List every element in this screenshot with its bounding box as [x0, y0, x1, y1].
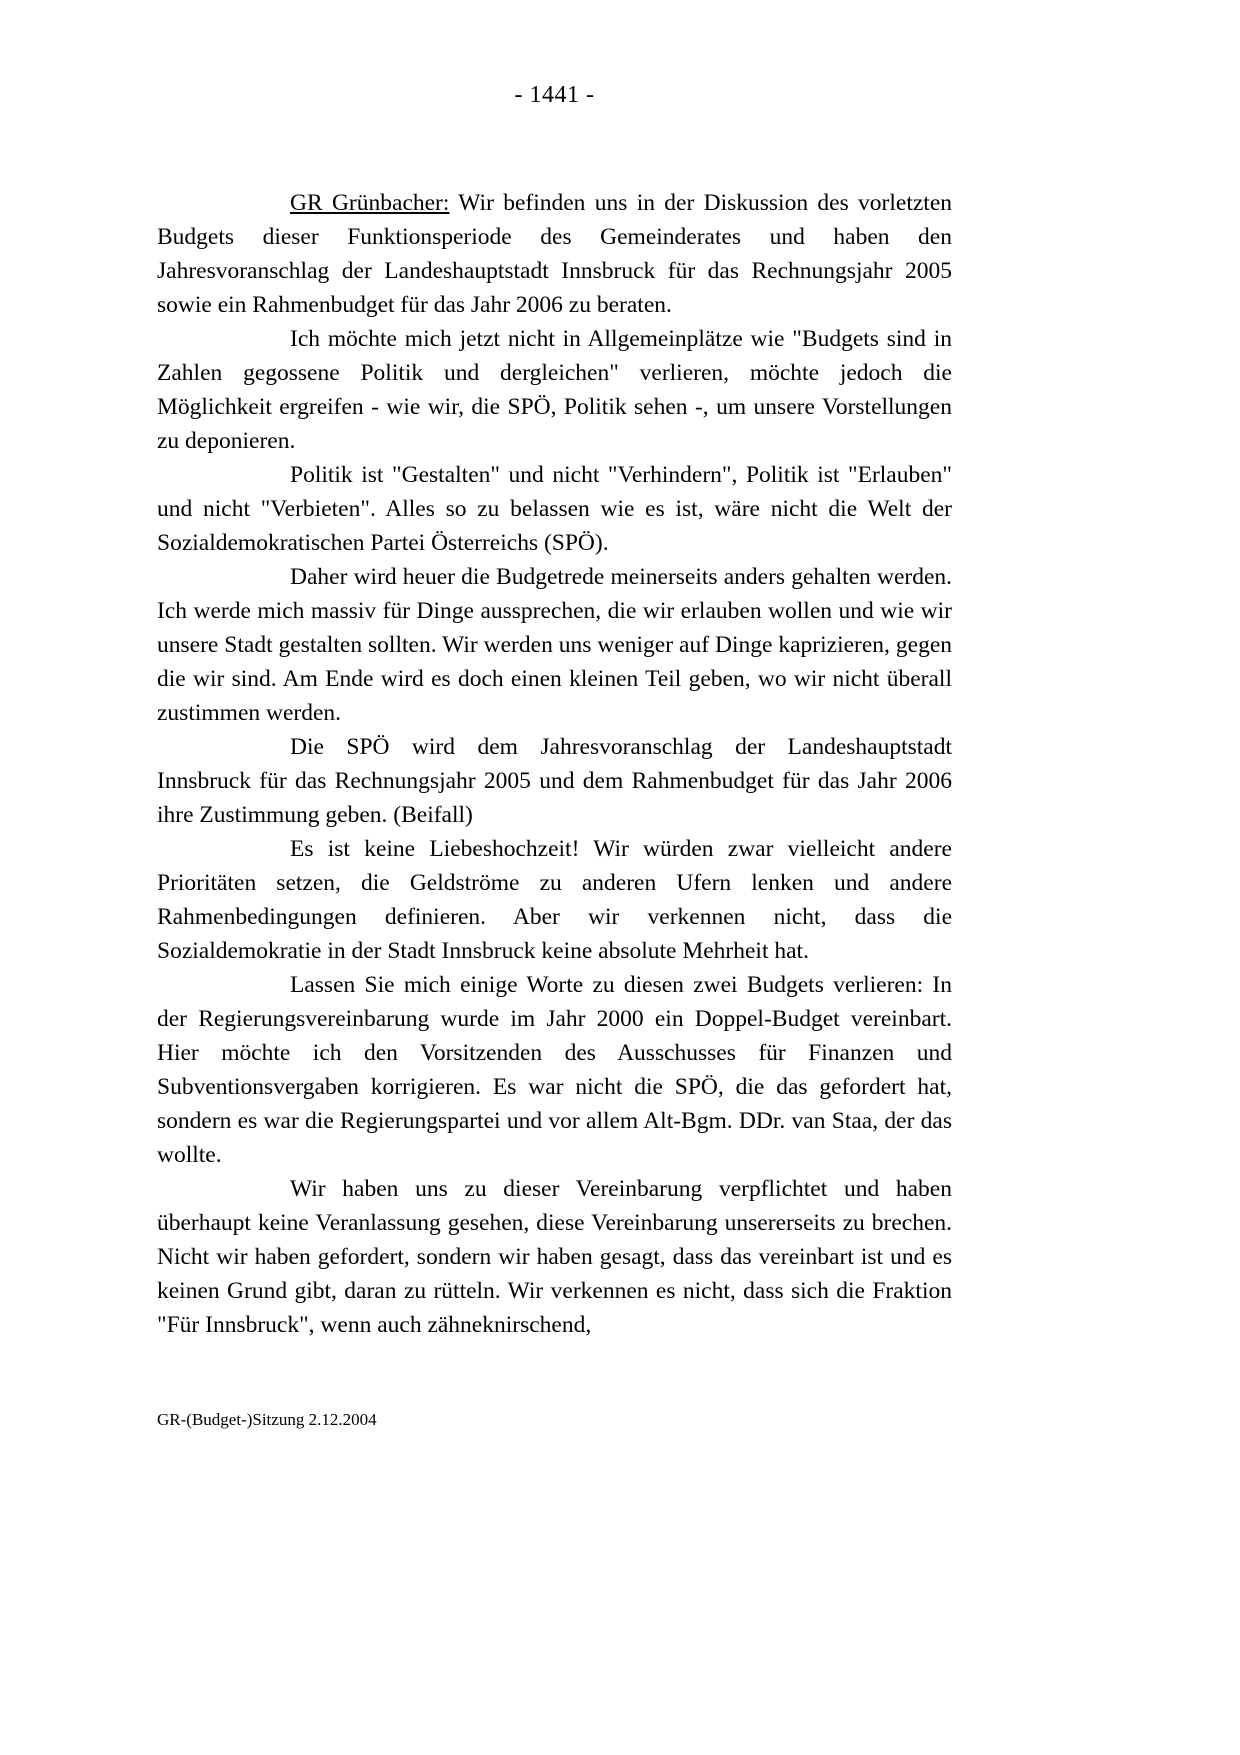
paragraph-3: Politik ist "Gestalten" und nicht "Verhindern", Politik ist "Erlauben" und nicht "Verbieten". Alles so zu belassen wie es ist, wäre nicht die Welt der Sozialdemokratischen Partei Österreichs (SPÖ). — [157, 462, 952, 556]
speaker-name: GR Grünbacher: — [290, 190, 450, 216]
paragraph-1 — [157, 186, 952, 322]
paragraph-4: Daher wird heuer die Budgetrede meinerseits anders gehalten werden. Ich werde mich massiv für Dinge aussprechen, die wir erlauben wollen und wie wir unsere Stadt gestalten sollten. Wir werden uns weniger auf Dinge kaprizieren, gegen die wir sind. Am Ende wird es doch einen kleinen Teil geben, wo wir nicht überall zustimmen werden. — [157, 564, 952, 726]
page-number: - 1441 - — [514, 82, 595, 108]
speech-body — [157, 186, 952, 1342]
paragraph-8: Wir haben uns zu dieser Vereinbarung verpflichtet und haben überhaupt keine Veranlassung gesehen, diese Vereinbarung unsererseits zu brechen. Nicht wir haben gefordert, sondern wir haben gesagt, dass das vereinbart ist und es keinen Grund gibt, daran zu rütteln. Wir verkennen es nicht, dass sich die Fraktion "Für Innsbruck", wenn auch zähneknirschend, — [157, 1176, 952, 1338]
paragraph-5: Die SPÖ wird dem Jahresvoranschlag der Landeshauptstadt Innsbruck für das Rechnungsjahr 2005 und dem Rahmenbudget für das Jahr 2006 ihre Zustimmung geben. (Beifall) — [157, 734, 952, 828]
paragraph-6: Es ist keine Liebeshochzeit! Wir würden zwar vielleicht andere Prioritäten setzen, die Geldströme zu anderen Ufern lenken und andere Rahmenbedingungen definieren. Aber wir verkennen nicht, dass die Sozialdemokratie in der Stadt Innsbruck keine absolute Mehrheit hat. — [157, 836, 952, 964]
paragraph-1-text: Wir befinden uns in der Diskussion des vorletzten Budgets dieser Funktionsperiode des Gemeinderates und haben den Jahresvoranschlag der Landeshauptstadt Innsbruck für das Rechnungsjahr 2005 sowie ein Rahmenbudget für das Jahr 2006 zu beraten. — [157, 190, 952, 318]
page-footer: GR-(Budget-)Sitzung 2.12.2004 — [157, 1410, 377, 1429]
paragraph-2: Ich möchte mich jetzt nicht in Allgemeinplätze wie "Budgets sind in Zahlen gegossene Politik und dergleichen" verlieren, möchte jedoch die Möglichkeit ergreifen - wie wir, die SPÖ, Politik sehen -, um unsere Vorstellungen zu deponieren. — [157, 326, 952, 454]
paragraph-7: Lassen Sie mich einige Worte zu diesen zwei Budgets verlieren: In der Regierungsvereinbarung wurde im Jahr 2000 ein Doppel-Budget vereinbart. Hier möchte ich den Vorsitzenden des Ausschusses für Finanzen und Subventionsvergaben korrigieren. Es war nicht die SPÖ, die das gefordert hat, sondern es war die Regierungspartei und vor allem Alt-Bgm. DDr. van Staa, der das wollte. — [157, 972, 952, 1168]
